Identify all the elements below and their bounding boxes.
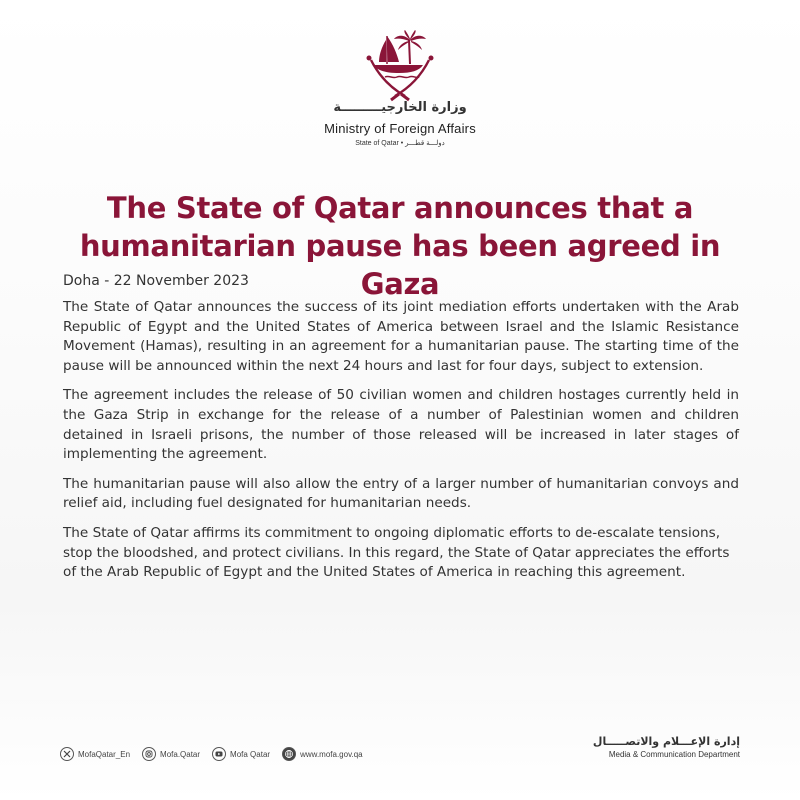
- headline-line-1: The State of Qatar announces that a: [106, 191, 694, 226]
- ministry-name-arabic: وزارة الخارجيـــــــــة: [333, 100, 467, 115]
- department-name-english: Media & Communication Department: [608, 750, 740, 759]
- globe-icon: [282, 747, 296, 761]
- headline-line-2: humanitarian pause has been agreed in Gaza: [79, 229, 721, 302]
- state-line: [300, 139, 500, 147]
- footer-link-website-label: www.mofa.gov.qa: [300, 749, 363, 759]
- paragraph-2: The agreement includes the release of 50 civilian women and children hostages currently held in the Gaza Strip in exchange for the release of a number of Palestinian women and children detained in Israeli prisons, the number of those released will be increased in later stages of implementing the agreement.: [63, 387, 739, 463]
- instagram-icon: [142, 747, 156, 761]
- ministry-name-english: Ministry of Foreign Affairs: [324, 121, 476, 136]
- paragraph-1: The State of Qatar announces the success of its joint mediation efforts undertaken with the Arab Republic of Egypt and the United States of America between Israel and the Islamic Resistance Movement (Hamas), resulting in an agreement for a humanitarian pause. The starting time of the pause will be announced within the next 24 hours and last for four days, subject to extension.: [63, 299, 739, 374]
- footer-link-x-label: MofaQatar_En: [78, 749, 131, 759]
- youtube-icon: [212, 747, 226, 761]
- x-icon: [60, 747, 74, 761]
- department-signature: [560, 735, 740, 759]
- footer-link-youtube[interactable]: [212, 747, 270, 761]
- footer-link-instagram[interactable]: [142, 747, 200, 761]
- separator-dot: •: [400, 140, 406, 147]
- state-name-arabic: دولـــة قطـــر: [405, 140, 445, 147]
- footer-link-x[interactable]: [60, 747, 130, 761]
- footer-link-instagram-label: Mofa.Qatar: [160, 749, 201, 759]
- footer-link-website[interactable]: [282, 747, 363, 761]
- paragraph-4: The State of Qatar affirms its commitment to ongoing diplomatic efforts to de-escalate tensions, stop the bloodshed, and protect civilians. In this regard, the State of Qatar appreciates the efforts of the Arab Republic of Egypt and the United States of America in reaching this agreement.: [63, 524, 730, 581]
- state-name-english: State of Qatar: [355, 140, 399, 147]
- qatar-emblem-icon: [361, 30, 439, 102]
- footer-link-youtube-label: Mofa Qatar: [230, 749, 271, 759]
- department-name-arabic: إدارة الإعـــلام والاتصـــــال: [592, 735, 740, 748]
- footer-social-links: [60, 743, 363, 765]
- statement-body: [63, 298, 739, 593]
- paragraph-3: The humanitarian pause will also allow the entry of a larger number of humanitarian convoys and relief aid, including fuel designated for humanitarian needs.: [63, 475, 739, 512]
- dateline: Doha - 22 November 2023: [63, 273, 249, 289]
